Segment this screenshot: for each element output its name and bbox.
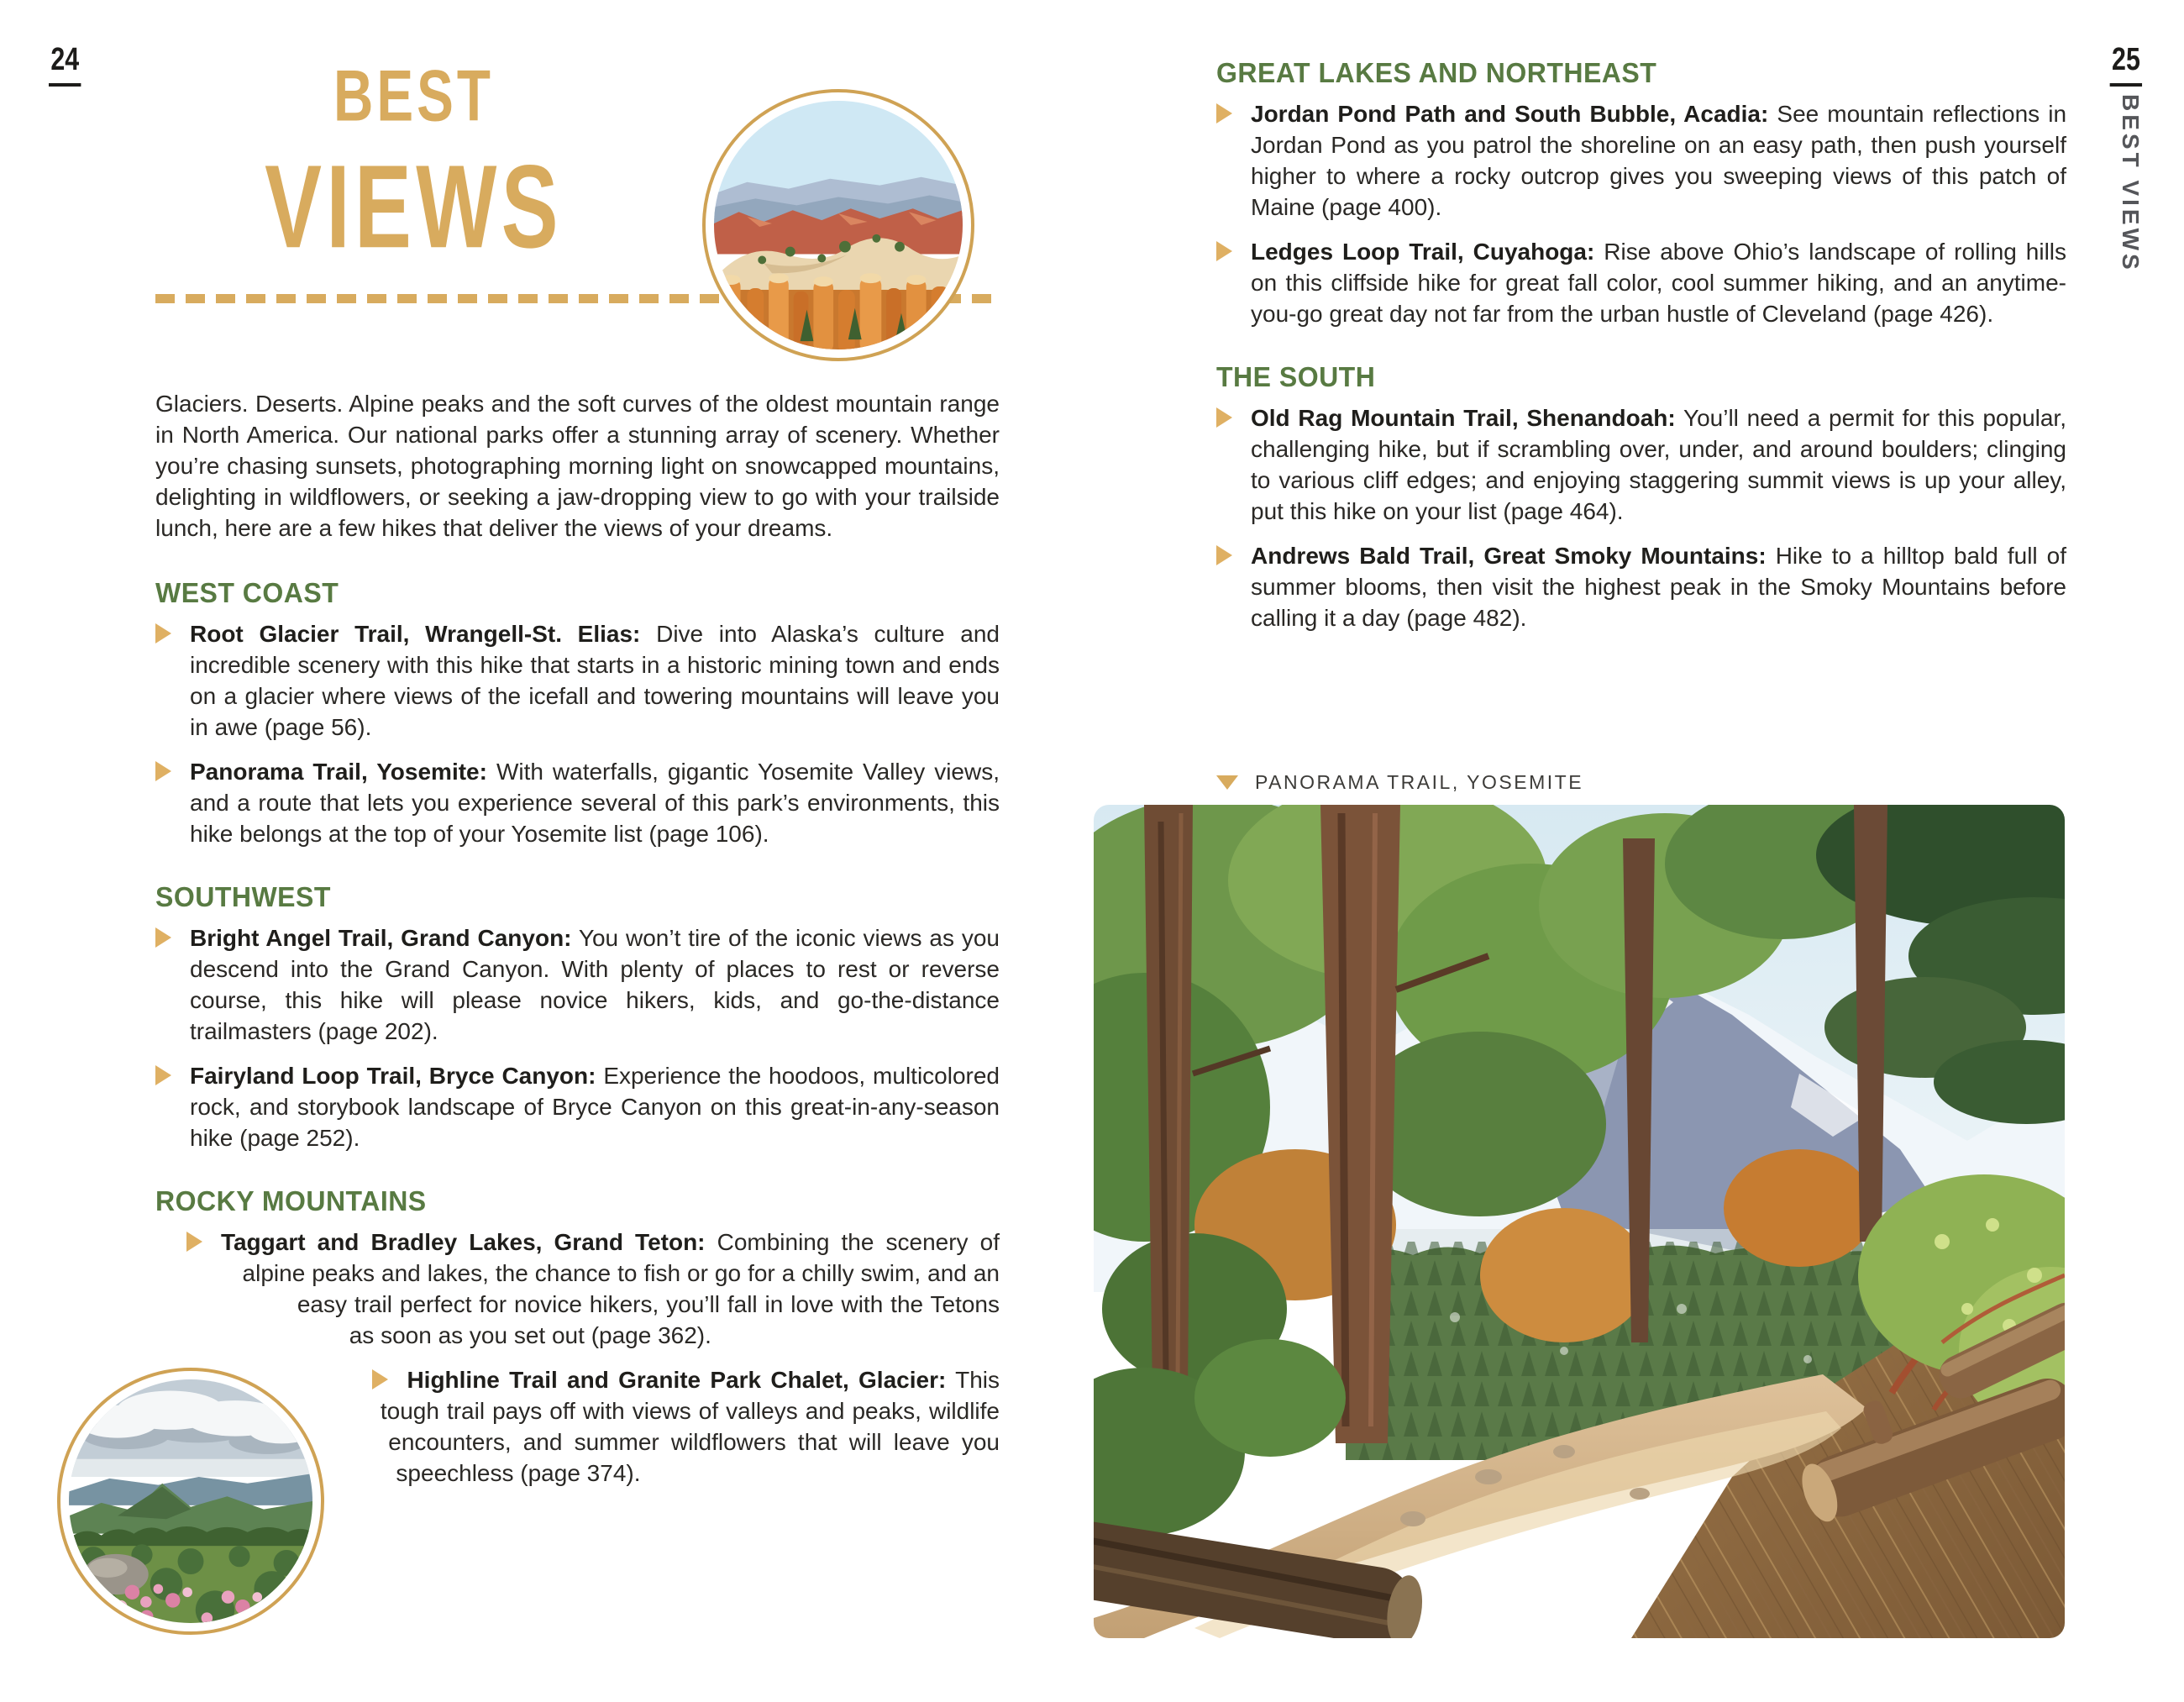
section-heading: GREAT LAKES AND NORTHEAST — [1216, 57, 1657, 88]
trail-item — [1216, 98, 2066, 223]
section-rocky-mountains — [155, 1187, 1000, 1489]
trail-description: With waterfalls, gigantic Yosemite Valley views, and a route that lets you experience several of this park’s environments, this hike belongs at the top of your Yosemite list (page 106). — [190, 759, 1000, 847]
bryce-canyon-image — [714, 101, 963, 349]
bullet-triangle-icon — [1216, 103, 1232, 123]
circle-wrap-spacer — [155, 1227, 407, 1663]
shenandoah-illustration — [69, 1379, 312, 1623]
bullet-triangle-icon — [155, 761, 171, 781]
section-west-coast — [155, 579, 1000, 849]
intro-paragraph: Glaciers. Deserts. Alpine peaks and the soft curves of the oldest mountain range in North America. Our national parks offer a stunning array of scenery. Whether you’re chasing sunsets, photographing morning light on snowcapped mountains, delighting in wildflowers, or seeking a jaw-dropping view to go with your trailside lunch, here are a few hikes that deliver the views of your dreams. — [155, 391, 1000, 541]
page-number-right: 25 — [2109, 44, 2142, 87]
trail-description: See mountain reflections in Jordan Pond as you patrol the shoreline on an easy path, then push yourself higher to where a rocky outcrop gives you sweeping views of this patch of Maine (page 400). — [1251, 101, 2067, 220]
section-southwest — [155, 883, 1000, 1153]
page-right — [1092, 0, 2184, 1702]
bullet-triangle-icon — [1216, 407, 1232, 428]
trail-name: Panorama Trail, Yosemite: — [190, 759, 487, 785]
title-line-best: BEST — [333, 55, 494, 137]
trail-description: This tough trail pays off with views of valleys and peaks, wildlife encounters, and summer wildflowers that will leave you speechless (page 374). — [380, 1367, 1000, 1486]
trail-item — [155, 922, 1000, 1047]
trail-item — [155, 756, 1000, 849]
trail-item — [1216, 236, 2066, 329]
section-great-lakes-northeast — [1216, 59, 2066, 329]
trail-item — [155, 618, 1000, 743]
bryce-canyon-illustration — [714, 101, 963, 349]
trail-item — [155, 1060, 1000, 1153]
trail-name: Highline Trail and Granite Park Chalet, Glacier: — [407, 1367, 947, 1393]
rocky-items — [155, 1227, 1000, 1489]
trail-item — [1216, 402, 2066, 527]
section-the-south — [1216, 363, 2066, 633]
bullet-triangle-icon — [155, 927, 171, 948]
trail-description: Rise above Ohio’s landscape of rolling hills on this cliffside hike for great fall color, cool summer hiking, and an anytime-you-go great day not far from the urban hustle of Cleveland (page 426). — [1251, 239, 2067, 327]
trail-name: Fairyland Loop Trail, Bryce Canyon: — [190, 1063, 596, 1089]
bullet-triangle-icon — [155, 1065, 171, 1085]
photo-caption — [1216, 771, 1583, 794]
bullet-triangle-icon — [155, 623, 171, 644]
section-heading: THE SOUTH — [1216, 361, 1376, 392]
trail-description: Combining the scenery of alpine peaks and lakes, the chance to fish or go for a chilly swim, and an easy trail perfect for novice hikers, you’ll fall in love with the Tetons as soon as you set out (page 362). — [242, 1229, 1000, 1348]
bullet-triangle-icon — [1216, 241, 1232, 261]
section-heading: SOUTHWEST — [155, 881, 331, 912]
bullet-triangle-icon — [372, 1369, 388, 1389]
right-column — [1216, 59, 2066, 667]
section-heading: ROCKY MOUNTAINS — [155, 1185, 427, 1216]
panorama-trail-photo — [1094, 805, 2065, 1638]
trail-description: You’ll need a permit for this popular, challenging hike, but if scrambling over, under, and around boulders; clinging to various cliff edges; and enjoying staggering summit views is up your alley, put this hike on your list (page 464). — [1251, 405, 2066, 524]
title-line-views: VIEWS — [265, 141, 563, 273]
trail-item — [1216, 540, 2066, 633]
trail-name: Jordan Pond Path and South Bubble, Acadia: — [1251, 101, 1769, 127]
panorama-trail-illustration — [1094, 805, 2065, 1638]
trail-name: Bright Angel Trail, Grand Canyon: — [190, 925, 572, 951]
section-heading: WEST COAST — [155, 577, 339, 608]
trail-name: Taggart and Bradley Lakes, Grand Teton: — [220, 1229, 706, 1255]
trail-name: Ledges Loop Trail, Cuyahoga: — [1251, 239, 1595, 265]
trail-description: You won’t tire of the iconic views as you descend into the Grand Canyon. With plenty of places to rest or reverse course, this hike will please novice hikers, kids, and go-the-distance trailmasters (page 202). — [190, 925, 1000, 1044]
trail-description: Experience the hoodoos, multicolored rock, and storybook landscape of Bryce Canyon on this great-in-any-season hike (page 252). — [190, 1063, 1000, 1151]
page-number-left: 24 — [49, 44, 81, 87]
trail-description: Dive into Alaska’s culture and incredible scenery with this hike that starts in a historic mining town and ends on a glacier where views of the icefall and towering mountains will leave you in awe (page 56). — [190, 621, 1000, 740]
bullet-triangle-icon — [1216, 545, 1232, 565]
triangle-down-icon — [1216, 775, 1238, 790]
left-column — [155, 388, 1000, 1663]
running-head-vertical: BEST VIEWS — [2118, 94, 2144, 273]
trail-name: Old Rag Mountain Trail, Shenandoah: — [1251, 405, 1676, 431]
photo-caption-text: PANORAMA TRAIL, YOSEMITE — [1255, 771, 1584, 793]
bullet-triangle-icon — [186, 1232, 202, 1252]
shenandoah-image — [69, 1379, 312, 1623]
shenandoah-circle-photo — [57, 1368, 324, 1635]
trail-name: Andrews Bald Trail, Great Smoky Mountains: — [1251, 543, 1767, 569]
bryce-canyon-circle-photo — [702, 89, 974, 361]
trail-name: Root Glacier Trail, Wrangell-St. Elias: — [190, 621, 641, 647]
trail-description: Hike to a hilltop bald full of summer blooms, then visit the highest peak in the Smoky Mountains before calling it a day (page 482). — [1251, 543, 2067, 631]
